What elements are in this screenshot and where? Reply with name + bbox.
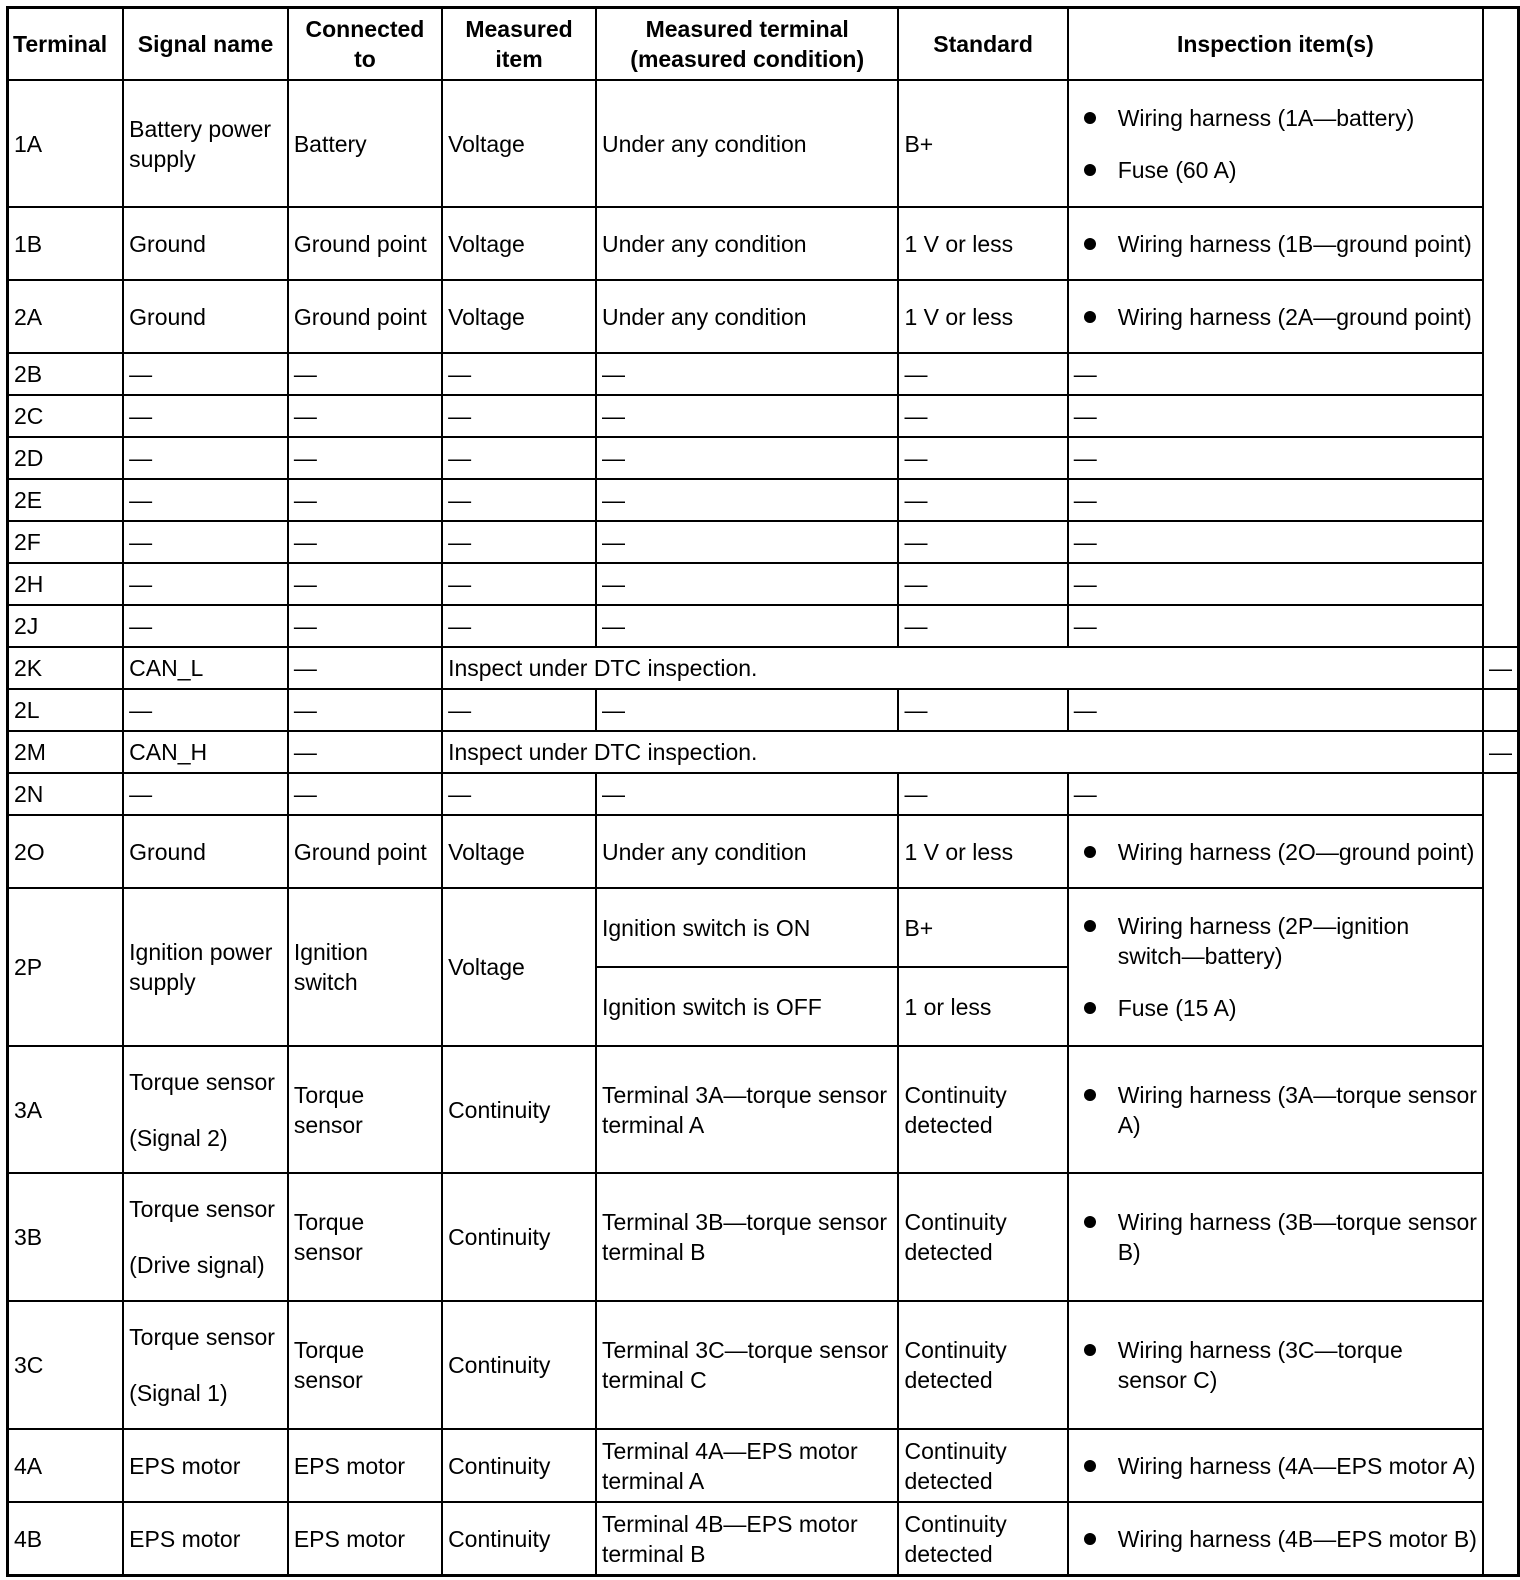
empty-cell: — <box>898 521 1067 563</box>
empty-cell: — <box>898 605 1067 647</box>
inspection-cell <box>1068 888 1483 1046</box>
table-row <box>8 1502 1519 1576</box>
header-connected-to: Connected to <box>288 8 442 81</box>
empty-cell: — <box>123 479 288 521</box>
empty-cell: — <box>288 773 442 815</box>
table-row <box>8 437 1519 479</box>
empty-cell: — <box>898 353 1067 395</box>
empty-cell: — <box>442 353 596 395</box>
empty-cell: — <box>123 437 288 479</box>
terminal-cell: 2E <box>8 479 124 521</box>
terminal-cell: 2O <box>8 815 124 888</box>
empty-cell: — <box>898 395 1067 437</box>
table-row <box>8 521 1519 563</box>
header-row <box>8 8 1519 81</box>
terminal-cell: 4B <box>8 1502 124 1576</box>
empty-cell: — <box>442 521 596 563</box>
connected-to-cell: Ground point <box>288 815 442 888</box>
inspection-cell <box>1068 1429 1483 1502</box>
signal-name-text: Torque sensor <box>129 1068 275 1095</box>
measured-item-cell: Voltage <box>442 80 596 207</box>
measured-item-cell: Continuity <box>442 1429 596 1502</box>
terminal-cell: 2H <box>8 563 124 605</box>
header-signal-name: Signal name <box>123 8 288 81</box>
terminal-cell: 3C <box>8 1301 124 1429</box>
empty-cell: — <box>288 395 442 437</box>
standard-cell: Continuity detected <box>898 1173 1067 1301</box>
inspection-cell <box>1068 280 1483 353</box>
empty-cell: — <box>596 521 898 563</box>
condition-cell: Under any condition <box>596 80 898 207</box>
empty-cell: — <box>596 563 898 605</box>
signal-name-cell: Ground <box>123 280 288 353</box>
table-row <box>8 731 1519 773</box>
terminal-cell: 2F <box>8 521 124 563</box>
connected-to-cell: EPS motor <box>288 1429 442 1502</box>
header-inspection-items: Inspection item(s) <box>1068 8 1483 81</box>
empty-cell: — <box>596 479 898 521</box>
inspection-item: Wiring harness (2P—ignition switch—battery) <box>1118 911 1477 971</box>
terminal-cell: 2D <box>8 437 124 479</box>
empty-cell: — <box>442 437 596 479</box>
standard-cell: 1 V or less <box>898 280 1067 353</box>
empty-cell: — <box>123 563 288 605</box>
table-row <box>8 80 1519 207</box>
empty-cell: — <box>288 731 442 773</box>
empty-cell: — <box>1068 437 1483 479</box>
measured-item-cell: Continuity <box>442 1301 596 1429</box>
connected-to-cell: Torque sensor <box>288 1173 442 1301</box>
inspection-cell <box>1068 80 1483 207</box>
signal-name-cell: Ground <box>123 207 288 280</box>
inspection-item: Wiring harness (3B—torque sensor B) <box>1117 1209 1477 1265</box>
standard-cell: Continuity detected <box>898 1429 1067 1502</box>
empty-cell: — <box>288 689 442 731</box>
standard-cell: Continuity detected <box>898 1301 1067 1429</box>
connected-to-cell: Ignition switch <box>288 888 442 1046</box>
standard-cell: 1 V or less <box>898 207 1067 280</box>
terminal-cell: 2B <box>8 353 124 395</box>
inspection-item: Wiring harness (3C—torque sensor C) <box>1118 1335 1477 1395</box>
terminal-cell: 2N <box>8 773 124 815</box>
empty-cell: — <box>1068 773 1483 815</box>
empty-cell: — <box>288 521 442 563</box>
measured-item-cell: Continuity <box>442 1173 596 1301</box>
signal-note: (Signal 2) <box>129 1124 228 1151</box>
inspection-item: Wiring harness (1B—ground point) <box>1118 229 1477 259</box>
empty-cell: — <box>1068 563 1483 605</box>
signal-name-cell: CAN_H <box>123 731 288 773</box>
terminal-cell: 2C <box>8 395 124 437</box>
empty-cell: — <box>1068 689 1483 731</box>
empty-cell: — <box>1068 479 1483 521</box>
inspection-item: Fuse (15 A) <box>1118 993 1477 1023</box>
empty-cell: — <box>1483 731 1519 773</box>
terminal-cell: 4A <box>8 1429 124 1502</box>
standard-cell: Continuity detected <box>898 1046 1067 1173</box>
empty-cell: — <box>288 647 442 689</box>
inspection-cell <box>1068 1301 1483 1429</box>
empty-cell: — <box>288 479 442 521</box>
signal-note: (Drive signal) <box>129 1252 265 1278</box>
condition-cell: Ignition switch is OFF <box>596 967 898 1046</box>
empty-cell: — <box>898 563 1067 605</box>
standard-cell: 1 V or less <box>898 815 1067 888</box>
inspection-item: Fuse (60 A) <box>1118 155 1477 185</box>
condition-cell: Terminal 4A—EPS motor terminal A <box>596 1429 898 1502</box>
condition-cell: Terminal 3B—torque sensor terminal B <box>596 1173 898 1301</box>
signal-name-cell: EPS motor <box>123 1502 288 1576</box>
signal-name-cell: Battery power supply <box>123 80 288 207</box>
table-row <box>8 353 1519 395</box>
terminal-cell: 2K <box>8 647 124 689</box>
measured-item-cell: Voltage <box>442 207 596 280</box>
terminal-cell: 2L <box>8 689 124 731</box>
condition-cell: Terminal 4B—EPS motor terminal B <box>596 1502 898 1576</box>
empty-cell: — <box>442 605 596 647</box>
inspection-item: Wiring harness (3A—torque sensor A) <box>1117 1081 1477 1138</box>
terminal-cell: 2P <box>8 888 124 1046</box>
table-row <box>8 815 1519 888</box>
signal-name-cell: Ignition power supply <box>123 888 288 1046</box>
inspection-cell <box>1068 207 1483 280</box>
standard-cell: B+ <box>898 888 1067 967</box>
empty-cell: — <box>123 773 288 815</box>
terminal-inspection-table <box>6 6 1520 1577</box>
header-terminal: Terminal <box>8 8 124 81</box>
table-row <box>8 207 1519 280</box>
connected-to-cell: Torque sensor <box>288 1046 442 1173</box>
empty-cell: — <box>1068 605 1483 647</box>
terminal-cell: 2J <box>8 605 124 647</box>
table-row <box>8 1046 1519 1173</box>
terminal-cell: 3A <box>8 1046 124 1173</box>
inspection-cell <box>1068 1502 1483 1576</box>
measured-item-cell: Continuity <box>442 1046 596 1173</box>
signal-name-cell: Ground <box>123 815 288 888</box>
empty-cell: — <box>596 605 898 647</box>
empty-cell: — <box>898 479 1067 521</box>
header-measured-terminal: Measured terminal (measured condition) <box>596 8 898 81</box>
table-row <box>8 280 1519 353</box>
empty-cell: — <box>123 395 288 437</box>
terminal-cell: 3B <box>8 1173 124 1301</box>
empty-cell: — <box>898 689 1067 731</box>
empty-cell: — <box>1068 521 1483 563</box>
condition-cell: Ignition switch is ON <box>596 888 898 967</box>
table-row <box>8 479 1519 521</box>
signal-name-text: Torque sensor <box>129 1324 275 1350</box>
terminal-cell: 1A <box>8 80 124 207</box>
connected-to-cell: EPS motor <box>288 1502 442 1576</box>
condition-cell: Under any condition <box>596 815 898 888</box>
signal-name-cell: EPS motor <box>123 1429 288 1502</box>
empty-cell: — <box>596 773 898 815</box>
inspection-item: Wiring harness (4A—EPS motor A) <box>1117 1452 1476 1479</box>
signal-name-text: Torque sensor <box>129 1196 275 1222</box>
terminal-cell: 1B <box>8 207 124 280</box>
table-row <box>8 1301 1519 1429</box>
empty-cell: — <box>123 605 288 647</box>
measured-item-cell: Voltage <box>442 888 596 1046</box>
connected-to-cell: Battery <box>288 80 442 207</box>
condition-cell: Under any condition <box>596 280 898 353</box>
connected-to-cell: Torque sensor <box>288 1301 442 1429</box>
connected-to-cell: Ground point <box>288 207 442 280</box>
empty-cell: — <box>123 353 288 395</box>
signal-name-cell <box>123 1173 288 1301</box>
empty-cell: — <box>442 773 596 815</box>
signal-name-cell: CAN_L <box>123 647 288 689</box>
empty-cell: — <box>442 479 596 521</box>
inspection-cell <box>1068 815 1483 888</box>
terminal-cell: 2M <box>8 731 124 773</box>
table-row <box>8 773 1519 815</box>
empty-cell: — <box>898 773 1067 815</box>
empty-cell: — <box>288 563 442 605</box>
inspection-item: Wiring harness (2O—ground point) <box>1118 837 1477 867</box>
empty-cell: — <box>596 395 898 437</box>
table-row <box>8 1173 1519 1301</box>
table-row <box>8 647 1519 689</box>
table-row <box>8 1429 1519 1502</box>
empty-cell: — <box>1068 353 1483 395</box>
connected-to-cell: Ground point <box>288 280 442 353</box>
dtc-note-cell: Inspect under DTC inspection. <box>442 647 1483 689</box>
header-measured-item: Measured item <box>442 8 596 81</box>
table-row <box>8 605 1519 647</box>
empty-cell: — <box>596 689 898 731</box>
table-row <box>8 689 1519 731</box>
header-standard: Standard <box>898 8 1067 81</box>
empty-cell: — <box>442 563 596 605</box>
measured-item-cell: Voltage <box>442 815 596 888</box>
inspection-cell <box>1068 1173 1483 1301</box>
measured-item-cell: Voltage <box>442 280 596 353</box>
table-row <box>8 395 1519 437</box>
empty-cell: — <box>596 437 898 479</box>
standard-cell: 1 or less <box>898 967 1067 1046</box>
table-row <box>8 563 1519 605</box>
condition-cell: Under any condition <box>596 207 898 280</box>
condition-cell: Terminal 3A—torque sensor terminal A <box>596 1046 898 1173</box>
empty-cell: — <box>898 437 1067 479</box>
empty-cell: — <box>123 521 288 563</box>
empty-cell: — <box>123 689 288 731</box>
inspection-item: Wiring harness (4B—EPS motor B) <box>1117 1525 1477 1552</box>
empty-cell: — <box>442 689 596 731</box>
standard-cell: B+ <box>898 80 1067 207</box>
empty-cell: — <box>596 353 898 395</box>
inspection-cell <box>1068 1046 1483 1173</box>
table-row <box>8 888 1519 967</box>
empty-cell: — <box>1068 395 1483 437</box>
empty-cell: — <box>1483 647 1519 689</box>
dtc-note-cell: Inspect under DTC inspection. <box>442 731 1483 773</box>
empty-cell: — <box>442 395 596 437</box>
signal-note: (Signal 1) <box>129 1380 228 1406</box>
empty-cell: — <box>288 437 442 479</box>
signal-name-cell <box>123 1046 288 1173</box>
standard-cell: Continuity detected <box>898 1502 1067 1576</box>
empty-cell: — <box>288 605 442 647</box>
terminal-cell: 2A <box>8 280 124 353</box>
inspection-item: Wiring harness (2A—ground point) <box>1118 302 1477 332</box>
inspection-item: Wiring harness (1A—battery) <box>1118 103 1477 133</box>
condition-cell: Terminal 3C—torque sensor terminal C <box>596 1301 898 1429</box>
signal-name-cell <box>123 1301 288 1429</box>
empty-cell: — <box>288 353 442 395</box>
measured-item-cell: Continuity <box>442 1502 596 1576</box>
